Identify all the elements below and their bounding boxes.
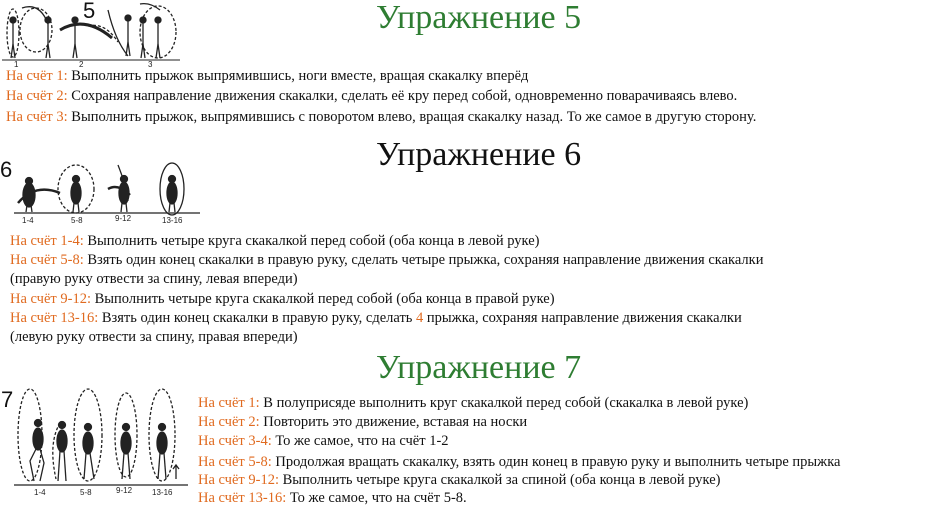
exercise-5-line-1	[6, 68, 528, 85]
line-text: (правую руку отвести за спину, левая впереди)	[10, 271, 298, 287]
line-text: В полуприсяде выполнить круг скакалкой перед собой (скакалка в левой руке)	[259, 395, 749, 411]
exercise-7-line-1	[198, 395, 748, 412]
line-text: Взять один конец скакалки в правую руку, сделать четыре прыжка, сохраняя направление движения скакалки	[83, 252, 764, 268]
exercise-6-label-2: 5-8	[71, 216, 83, 225]
exercise-7-label-4: 13-16	[152, 488, 173, 497]
exercise-6-label-3: 9-12	[115, 214, 132, 223]
exercise-6-line-3	[10, 271, 298, 288]
count-label: На счёт 5-8:	[10, 252, 84, 268]
count-label: На счёт 2:	[198, 414, 260, 430]
count-label: На счёт 9-12:	[10, 291, 91, 307]
exercise-6-title: Упражнение 6	[376, 136, 582, 173]
line-text: То же самое, что на счёт 1-2	[271, 433, 449, 449]
exercise-6-line-1	[10, 233, 540, 250]
line-text: Выполнить четыре круга скакалкой за спиной (оба конца в левой руке)	[278, 472, 721, 488]
exercise-5-figure-number: 5	[83, 0, 96, 23]
exercise-5-title: Упражнение 5	[376, 0, 582, 36]
count-label: На счёт 1-4:	[10, 233, 84, 249]
line-text: Выполнить четыре круга скакалкой перед собой (оба конца в левой руке)	[83, 233, 540, 249]
exercise-7-line-5	[198, 472, 721, 489]
count-label: На счёт 9-12:	[198, 472, 279, 488]
line-text: (левую руку отвести за спину, правая впереди)	[10, 329, 298, 345]
count-label: На счёт 5-8:	[198, 454, 272, 470]
exercise-7-line-6	[198, 490, 467, 507]
exercise-6-line-2	[10, 252, 763, 269]
exercise-6-label-4: 13-16	[162, 216, 183, 225]
exercise-5-label-2: 2	[79, 60, 84, 68]
line-text: прыжка, сохраняя направление движения скакалки	[423, 310, 742, 326]
count-label: На счёт 13-16:	[198, 490, 287, 506]
exercise-7-figure-number: 7	[1, 387, 14, 412]
exercise-6-label-1: 1-4	[22, 216, 34, 225]
exercise-5-label-1: 1	[14, 60, 19, 68]
count-label: На счёт 13-16:	[10, 310, 99, 326]
exercise-7-title: Упражнение 7	[376, 349, 582, 386]
count-label: На счёт 1:	[6, 68, 68, 84]
exercise-7-line-3	[198, 433, 449, 450]
exercise-6-figure-number: 6	[0, 157, 13, 182]
line-text: Выполнить прыжок, выпрямившись с поворотом влево, вращая скакалку назад. То же самое в другую сторону.	[67, 109, 757, 125]
line-text: Выполнить прыжок выпрямившись, ноги вместе, вращая скакалку вперёд	[67, 68, 529, 84]
count-label: На счёт 3-4:	[198, 433, 272, 449]
exercise-7-label-3: 9-12	[116, 486, 133, 495]
exercise-5-line-3	[6, 109, 756, 126]
count-label: На счёт 3:	[6, 109, 68, 125]
exercise-7-label-1: 1-4	[34, 488, 46, 497]
line-text: Выполнить четыре круга скакалкой перед собой (оба конца в правой руке)	[90, 291, 555, 307]
exercise-5-figure	[0, 0, 190, 68]
line-text: Повторить это движение, вставая на носки	[259, 414, 528, 430]
line-text: Взять один конец скакалки в правую руку, сделать	[98, 310, 417, 326]
line-text: То же самое, что на счёт 5-8.	[286, 490, 467, 506]
line-text: Сохраняя направление движения скакалки, сделать её кру перед собой, одновременно поварачиваясь влево.	[67, 88, 738, 104]
line-text: Продолжая вращать скакалку, взять один конец в правую руку и выполнить четыре прыжка	[271, 454, 841, 470]
exercise-5-line-2	[6, 88, 737, 105]
exercise-7-label-2: 5-8	[80, 488, 92, 497]
exercise-7-figure	[0, 383, 192, 501]
exercise-6-line-6	[10, 329, 298, 346]
exercise-7-line-4	[198, 454, 840, 471]
jump-count-number: 4	[416, 310, 424, 326]
exercise-6-line-4	[10, 291, 555, 308]
exercise-5-label-3: 3	[148, 60, 153, 68]
exercise-6-line-5	[10, 310, 742, 327]
count-label: На счёт 1:	[198, 395, 260, 411]
exercise-7-line-2	[198, 414, 527, 431]
count-label: На счёт 2:	[6, 88, 68, 104]
exercise-6-figure	[0, 155, 205, 227]
